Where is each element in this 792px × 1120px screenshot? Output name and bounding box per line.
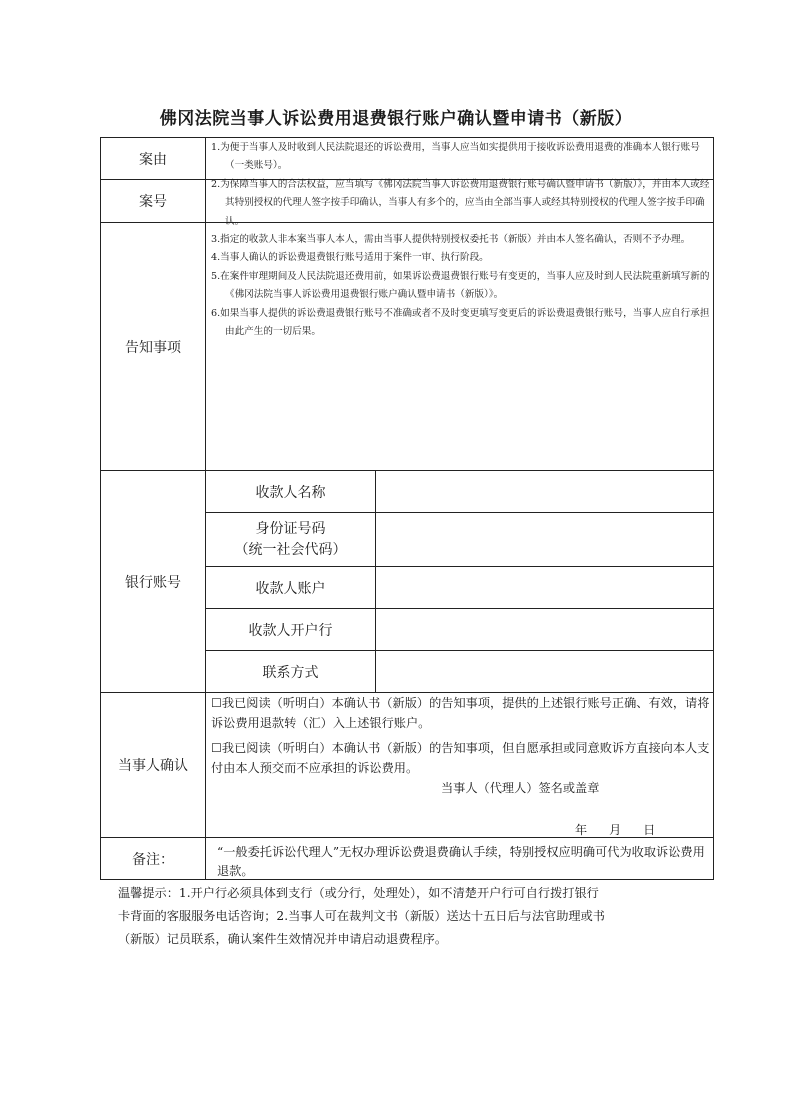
payee-name-input[interactable]	[376, 471, 713, 512]
id-number-label-line2: （统一社会代码）	[234, 541, 347, 558]
contact-input[interactable]	[376, 651, 713, 692]
notice-item: 1.为便于当事人及时收到人民法院退还的诉讼费用，当事人应当如实提供用于接收诉讼费用退费的准确本人银行账号（一类账号）。	[211, 142, 700, 172]
payee-name-label: 收款人名称	[255, 484, 326, 501]
date-month: 月	[609, 823, 622, 837]
remark-label: 备注：	[132, 851, 174, 868]
application-form	[100, 137, 714, 880]
party-confirm-label: 当事人确认	[118, 758, 188, 774]
warm-tips	[118, 882, 688, 951]
notice-item: 6.如果当事人提供的诉讼费退费银行账号不准确或者不及时变更填写变更后的诉讼费退费银行账号，当事人应自行承担由此产生的一切后果。	[211, 307, 710, 338]
payee-account-input[interactable]	[376, 567, 713, 608]
payee-bank-input[interactable]	[376, 609, 713, 650]
date-day: 日	[643, 823, 656, 837]
id-number-label-line1: 身份证号码	[255, 520, 326, 537]
signature-line: 当事人（代理人）签名或盖章	[441, 781, 600, 795]
document-title: 佛冈法院当事人诉讼费用退费银行账户确认暨申请书（新版）	[159, 109, 633, 129]
notice-label: 告知事项	[125, 339, 181, 356]
tips-line: 温馨提示：1.开户行必须具体到支行（或分行，处理处），如不清楚开户行可自行拨打银行	[118, 886, 599, 900]
confirm-options	[211, 694, 711, 784]
date-year: 年	[575, 823, 588, 837]
bank-account-label: 银行账号	[125, 574, 181, 591]
notice-item: 2.为保障当事人的合法权益，应当填写《佛冈法院当事人诉讼费用退费银行账号确认暨申请书（新版）》，并由本人或经其特别授权的代理人签字按手印确认，当事人有多个的，应当由全部当事人或经其特别授权的代理人签字按手印确认。	[211, 178, 710, 227]
tips-line: 卡背面的客服服务电话咨询；2.当事人可在裁判文书（新版）送达十五日后与法官助理或书	[118, 909, 605, 923]
date-line	[575, 821, 673, 838]
case-cause-label: 案由	[139, 151, 167, 168]
notice-item: 5.在案件审理期间及人民法院退还费用前，如果诉讼费退费银行账号有变更的，当事人应及时到人民法院重新填写新的《佛冈法院当事人诉讼费用退费银行账户确认暨申请书（新版）》。	[211, 270, 710, 301]
notice-item: 3.指定的收款人非本案当事人本人，需由当事人提供特别授权委托书（新版）并由本人签名确认，否则不予办理。	[211, 234, 691, 246]
case-number-label: 案号	[139, 194, 167, 210]
notice-list	[211, 139, 711, 341]
id-number-input[interactable]	[376, 513, 713, 566]
notice-item: 4.当事人确认的诉讼费退费银行账号适用于案件一审、执行阶段。	[211, 252, 489, 264]
contact-label: 联系方式	[262, 664, 319, 681]
payee-account-label: 收款人账户	[255, 580, 326, 597]
confirm-option-waive[interactable]: ☐我已阅读（听明白）本确认书（新版）的告知事项，但自愿承担或同意败诉方直接向本人支付由本人预交而不应承担的诉讼费用。	[211, 741, 710, 775]
remark-text: “一般委托诉讼代理人”无权办理诉讼费退费确认手续，特别授权应明确可代为收取诉讼费用退款。	[217, 845, 705, 878]
id-number-label	[206, 513, 375, 566]
payee-bank-label: 收款人开户行	[248, 622, 333, 639]
tips-line: （新版）记员联系，确认案件生效情况并申请启动退费程序。	[118, 932, 448, 946]
confirm-option-refund[interactable]: ☐我已阅读（听明白）本确认书（新版）的告知事项，提供的上述银行账号正确、有效，请将诉讼费用退款转（汇）入上述银行账户。	[211, 696, 710, 730]
